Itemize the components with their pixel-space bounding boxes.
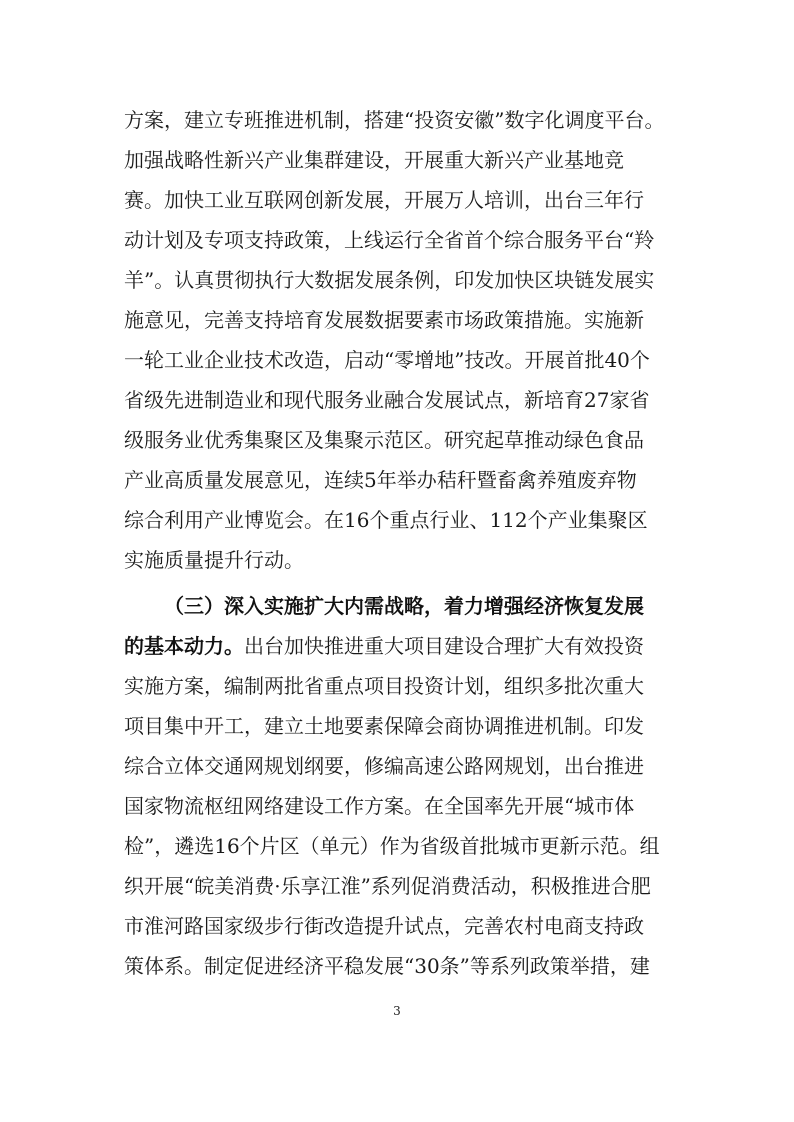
body-text-line: 市淮河路国家级步行街改造提升试点，完善农村电商支持政 (124, 914, 644, 938)
body-text-line: 实施质量提升行动。 (124, 548, 304, 572)
body-text-line: 方案，建立专班推进机制，搭建“投资安徽”数字化调度平台。 (124, 108, 665, 132)
body-text-line: 级服务业优秀集聚区及集聚示范区。研究起草推动绿色食品 (124, 428, 644, 452)
body-text-line: 检”，遴选16个片区（单元）作为省级首批城市更新示范。组 (124, 834, 660, 858)
body-text-line: 省级先进制造业和现代服务业融合发展试点，新培育27家省 (124, 388, 650, 412)
body-text-line: 施意见，完善支持培育发展数据要素市场政策措施。实施新 (124, 308, 644, 332)
body-text-line: 项目集中开工，建立土地要素保障会商协调推进机制。印发 (124, 714, 644, 738)
page-number: 3 (393, 1004, 401, 1018)
body-text-line: 综合立体交通网规划纲要，修编高速公路网规划，出台推进 (124, 754, 644, 778)
body-text-line: 一轮工业企业技术改造，启动“零增地”技改。开展首批40个 (124, 348, 650, 372)
section-heading-continuation: 的基本动力。 (124, 634, 244, 658)
body-text-line: 动计划及专项支持政策，上线运行全省首个综合服务平台“羚 (124, 228, 655, 252)
body-text-line: 策体系。制定促进经济平稳发展“30条”等系列政策举措，建 (124, 954, 650, 978)
section-heading: （三）深入实施扩大内需战略，着力增强经济恢复发展 (164, 594, 644, 618)
body-text-line: 加强战略性新兴产业集群建设，开展重大新兴产业基地竞 (124, 148, 624, 172)
body-text-line: 羊”。认真贯彻执行大数据发展条例，印发加快区块链发展实 (124, 268, 655, 292)
body-text-span: 出台加快推进重大项目建设合理扩大有效投资 (244, 634, 644, 658)
body-text-line: 国家物流枢纽网络建设工作方案。在全国率先开展“城市体 (124, 794, 635, 818)
body-text-line: 综合利用产业博览会。在16个重点行业、112个产业集聚区 (124, 508, 648, 532)
section-body-first-line (124, 626, 670, 666)
body-text-line: 织开展“皖美消费·乐享江淮”系列促消费活动，积极推进合肥 (124, 874, 651, 898)
body-text-line: 产业高质量发展意见，连续5年举办秸秆暨畜禽养殖废弃物 (124, 468, 637, 492)
body-text-line: 赛。加快工业互联网创新发展，开展万人培训，出台三年行 (124, 188, 644, 212)
body-text-line: 实施方案，编制两批省重点项目投资计划，组织多批次重大 (124, 674, 644, 698)
